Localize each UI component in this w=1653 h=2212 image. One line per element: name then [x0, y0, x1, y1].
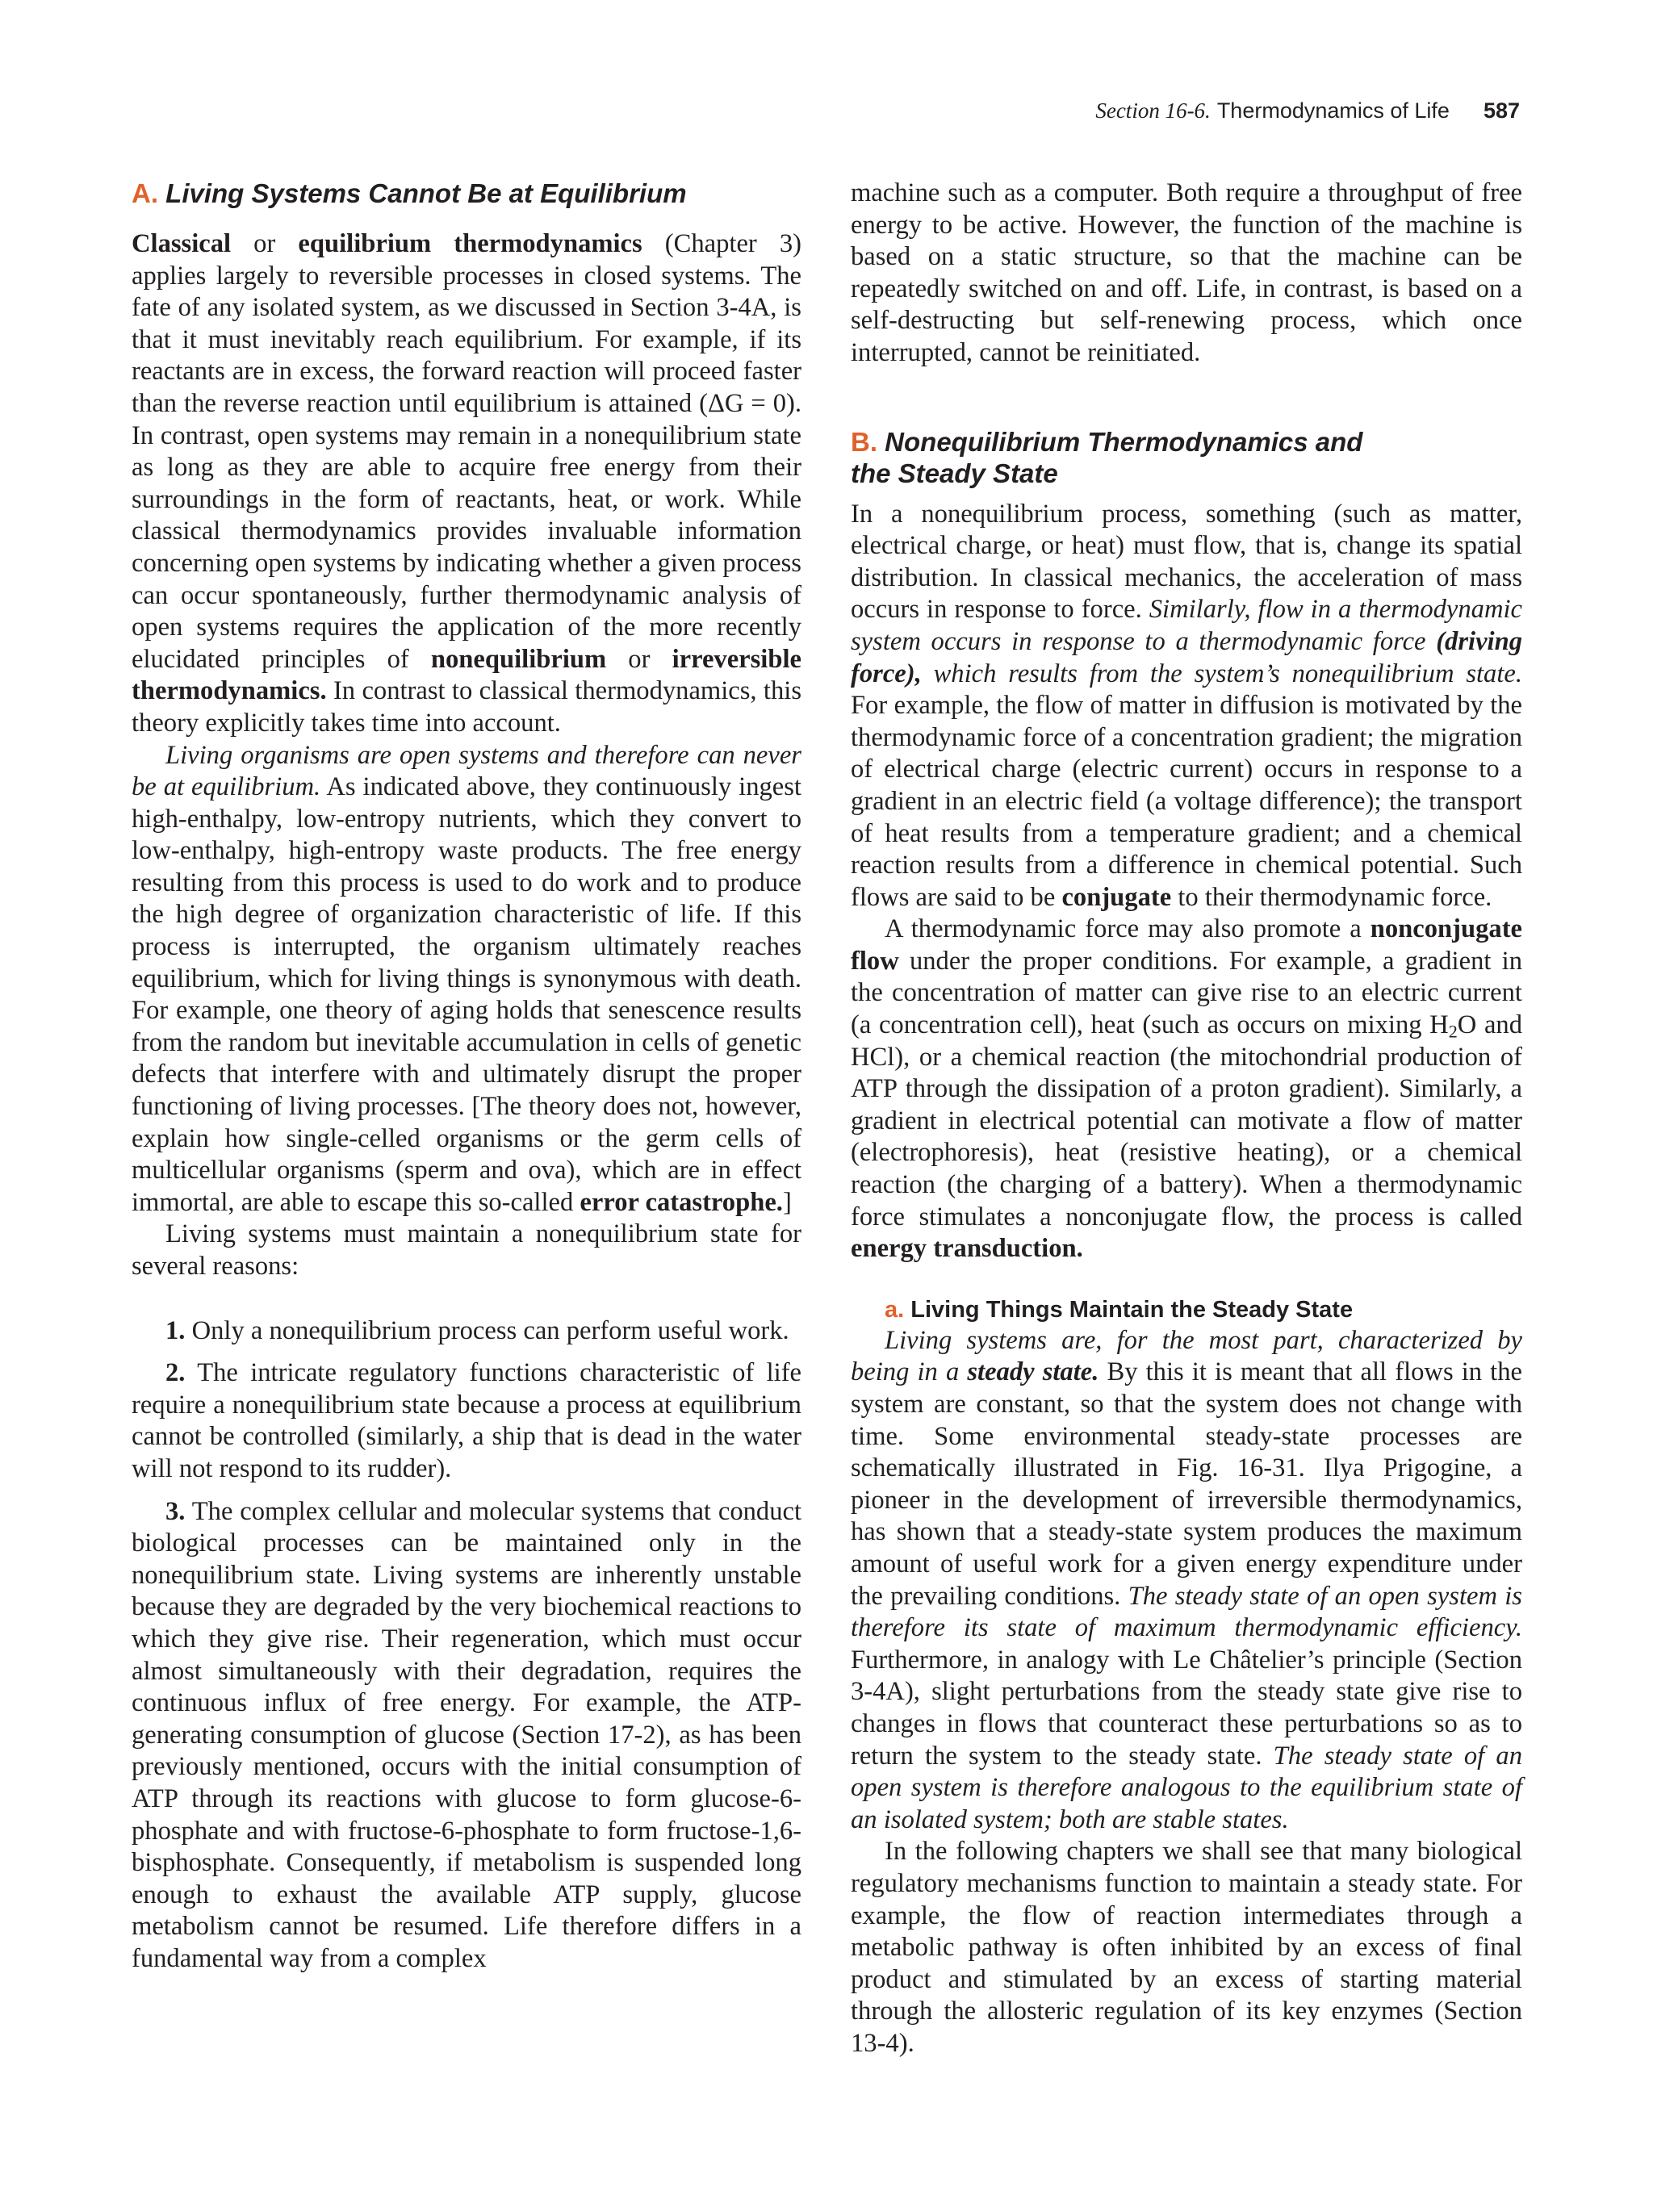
section-a-title: Living Systems Cannot Be at Equilibrium	[165, 178, 687, 208]
section-b-heading	[851, 426, 1522, 489]
subsection-a-letter: a.	[885, 1296, 905, 1323]
styled-text-run: energy transduction.	[851, 1234, 1083, 1264]
left-column	[132, 178, 801, 1975]
styled-text-run: equilibrium thermodynamics	[298, 229, 642, 258]
paragraph-nonconjugate-flow: A thermodynamic force may also promote a nonconjugate flow under the proper conditions. For example, a gradient in the concentration of matter can give rise to an electric current (a concentration cell), heat (such as occurs on mixing $H_2O$ and HCl), or a chemical reaction (the mitochondrial production of ATP through the dissipation of a proton gradient). Similarly, a gradient in electrical potential can motivate a flow of matter (electrophoresis), heat (resistive heating), or a chemical reaction (the charging of a battery). When a thermodynamic force stimulates a nonconjugate flow, the process is called energy transduction.	[851, 914, 1522, 1264]
styled-text-run: steady state.	[967, 1357, 1099, 1387]
styled-text-run: error catastrophe.	[580, 1187, 783, 1217]
styled-text-run: 1.	[165, 1315, 186, 1345]
styled-text-run: 3.	[165, 1496, 186, 1526]
list-item-2-text: 2. The intricate regulatory functions characteristic of life require a nonequilibrium state because a process at equilibrium cannot be controlled (similarly, a ship that is dead in the water will not respond to its rudder).	[132, 1358, 801, 1483]
section-b-letter: B.	[851, 426, 877, 457]
styled-text-run: Living systems are, for the most part, characterized by being in a	[851, 1325, 1522, 1387]
subsection-a-title: Living Things Maintain the Steady State	[910, 1296, 1354, 1323]
paragraph-following-chapters: In the following chapters we shall see that many biological regulatory mechanisms function to maintain a steady state. For example, the flow of reaction intermediates through a metabolic pathway is often inhibited by an excess of final product and stimulated by an excess of starting material through the allosteric regulation of its key enzymes (Section 13-4).	[851, 1837, 1522, 2058]
styled-text-run: 2.	[165, 1358, 186, 1388]
paragraph-steady-state: Living systems are, for the most part, characterized by being in a steady state. By this it is meant that all flows in the system are constant, so that the system does not change with time. Some environmental steady-state processes are schematically illustrated in Fig. 16-31. Ilya Prigogine, a pioneer in the development of irreversible thermodynamics, has shown that a steady-state system produces the maximum amount of useful work for a given energy expenditure under the prevailing conditions. The steady state of an open system is therefore its state of maximum thermodynamic efficiency. Furthermore, in analogy with Le Châtelier’s principle (Section 3-4A), slight perturbations from the steady state give rise to changes in flows that counteract these perturbations so as to return the system to the steady state. The steady state of an open system is therefore analogous to the equilibrium state of an isolated system; both are stable states.	[851, 1325, 1522, 1834]
list-item-2	[132, 1357, 801, 1485]
section-b-title-line1: Nonequilibrium Thermodynamics and	[885, 426, 1363, 457]
styled-text-run: irreversible thermodynamics.	[132, 644, 801, 706]
list-item-3-text: 3. The complex cellular and molecular systems that conduct biological processes can be maintained only in the nonequilibrium state. Living systems are inherently unstable because they are degraded by the very biochemical reactions to which they give rise. Their regeneration, which must occur almost simultaneously with their degradation, requires the continuous influx of free energy. For example, the ATP-generating consumption of glucose (Section 17-2), as has been previously mentioned, occurs with the initial consumption of ATP through its reactions with glucose to form glucose-6-phosphate and with fructose-6-phosphate to form fructose-1,6-bisphosphate. Consequently, if metabolism is suspended long enough to exhaust the available ATP supply, glucose metabolism cannot be resumed. Life therefore differs in a fundamental way from a complex	[132, 1496, 801, 1973]
paragraph-living-organisms: Living organisms are open systems and therefore can never be at equilibrium. As indicated above, they continuously ingest high-enthalpy, low-entropy nutrients, which they convert to low-enthalpy, high-entropy waste products. The free energy resulting from this process is used to do work and to produce the high degree of organization characteristic of life. If this process is interrupted, the organism ultimately reaches equilibrium, which for living things is synonymous with death. For example, one theory of aging holds that senescence results from the random but inevitable accumulation in cells of genetic defects that interfere with and ultimately disrupt the proper functioning of living processes. [The theory does not, however, explain how single-celled organisms or the germ cells of multicellular organisms (sperm and ova), which are in effect immortal, are able to escape this so-called error catastrophe.]	[132, 740, 801, 1217]
paragraph-reasons: Living systems must maintain a nonequilibrium state for several reasons:	[132, 1219, 801, 1281]
styled-text-run: The steady state of an open system is therefore its state of maximum thermodynamic efficiency.	[851, 1581, 1522, 1643]
paragraph-machine-continued: machine such as a computer. Both require a throughput of free energy to be active. However, the function of the machine is based on a static structure, so that the machine can be repeatedly switched on and off. Life, in contrast, is based on a self-destructing but self-renewing process, which once interrupted, cannot be reinitiated.	[851, 178, 1522, 367]
styled-text-run: 2	[1448, 1021, 1458, 1042]
paragraph-classical: Classical or equilibrium thermodynamics (Chapter 3) applies largely to reversible processes in closed systems. The fate of any isolated system, as we discussed in Section 3-4A, is that it must inevitably reach equilibrium. For example, if its reactants are in excess, the forward reaction will proceed faster than the reverse reaction until equilibrium is attained (ΔG = 0). In contrast, open systems may remain in a nonequilibrium state as long as they are able to acquire free energy from their surroundings in the form of reactants, heat, or work. While classical thermodynamics provides invaluable information concerning open systems by indicating whether a given process can occur spontaneously, further thermodynamic analysis of open systems requires the application of the more recently elucidated principles of nonequilibrium or irreversible thermodynamics. In contrast to classical thermodynamics, this theory explicitly takes time into account.	[132, 229, 801, 738]
styled-text-run: nonequilibrium	[430, 644, 607, 674]
list-item-1-text: 1. Only a nonequilibrium process can perform useful work.	[165, 1315, 789, 1345]
running-head-section: Section 16-6.	[1095, 98, 1211, 123]
running-head	[1095, 98, 1520, 131]
section-a-letter: A.	[132, 178, 158, 208]
list-item-1	[132, 1315, 801, 1348]
styled-text-run: (driving force),	[851, 626, 1522, 688]
paragraph-nonequilibrium-process: In a nonequilibrium process, something (such as matter, electrical charge, or heat) must flow, that is, change its spatial distribution. In classical mechanics, the acceleration of mass occurs in response to force. Similarly, flow in a thermodynamic system occurs in response to a thermodynamic force (driving force), which results from the system’s nonequilibrium state. For example, the flow of matter in diffusion is motivated by the thermodynamic force of a concentration gradient; the migration of electrical charge (electric current) occurs in response to a gradient in an electric field (a voltage difference); the transport of heat results from a temperature gradient; and a chemical reaction results from a difference in chemical potential. Such flows are said to be conjugate to their thermodynamic force.	[851, 499, 1522, 912]
styled-text-run: Similarly, flow in a thermodynamic system occurs in response to a thermodynamic force	[851, 595, 1522, 656]
styled-text-run: The steady state of an open system is therefore analogous to the equilibrium state of an isolated system; both are stable states.	[851, 1741, 1522, 1834]
styled-text-run: which results from the system’s nonequilibrium state.	[921, 659, 1522, 688]
styled-text-run: conjugate	[1061, 882, 1172, 912]
styled-text-run: Classical	[132, 229, 232, 258]
section-b-title-line2: the Steady State	[851, 458, 1058, 488]
styled-text-run: nonconjugate flow	[851, 914, 1522, 976]
running-head-title: Thermodynamics of Life	[1216, 98, 1450, 123]
styled-text-run: Living organisms are open systems and therefore can never be at equilibrium.	[132, 740, 801, 802]
section-a-heading	[132, 178, 801, 209]
list-item-3	[132, 1496, 801, 1976]
page-number: 587	[1483, 98, 1520, 123]
right-column	[851, 178, 1522, 2059]
subsection-a-heading	[851, 1294, 1522, 1325]
